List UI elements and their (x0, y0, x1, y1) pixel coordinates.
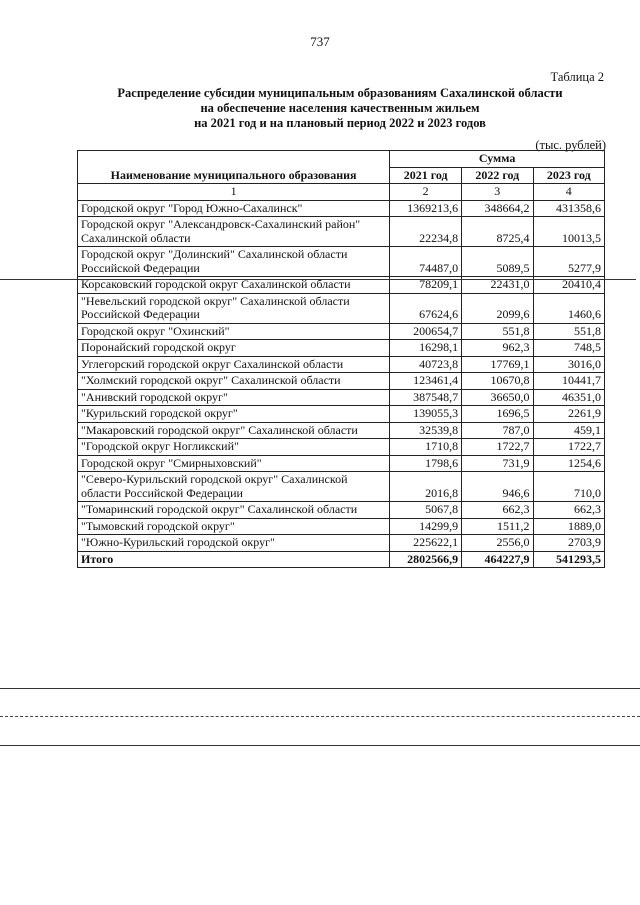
total-label: Итого (78, 551, 390, 568)
column-number-row (78, 184, 605, 201)
municipality-name: "Холмский городской округ" Сахалинской области (78, 373, 390, 390)
column-number: 1 (78, 184, 390, 201)
value-2023: 5277,9 (533, 247, 604, 277)
value-2022: 10670,8 (462, 373, 533, 390)
value-2022: 36650,0 (462, 389, 533, 406)
sum-column-header: Сумма (390, 151, 605, 168)
total-2022: 464227,9 (462, 551, 533, 568)
total-row (78, 551, 605, 568)
table-row (78, 502, 605, 519)
value-2021: 1710,8 (390, 439, 462, 456)
title-line: на 2021 год и на плановый период 2022 и 2023 годов (194, 116, 486, 130)
value-2022: 962,3 (462, 340, 533, 357)
value-2023: 2261,9 (533, 406, 604, 423)
table-row (78, 200, 605, 217)
divider-line (0, 745, 640, 746)
municipality-name: "Южно-Курильский городской округ" (78, 535, 390, 552)
value-2021: 32539,8 (390, 422, 462, 439)
value-2022: 348664,2 (462, 200, 533, 217)
municipality-name: "Макаровский городской округ" Сахалинской области (78, 422, 390, 439)
year-header-2022: 2022 год (462, 167, 533, 184)
value-2021: 14299,9 (390, 518, 462, 535)
value-2023: 3016,0 (533, 356, 604, 373)
municipality-name: Городской округ "Александровск-Сахалинский район" Сахалинской области (78, 217, 390, 247)
value-2021: 139055,3 (390, 406, 462, 423)
value-2022: 1511,2 (462, 518, 533, 535)
value-2022: 5089,5 (462, 247, 533, 277)
value-2022: 662,3 (462, 502, 533, 519)
units-label: (тыс. рублей) (535, 138, 606, 152)
column-number: 3 (462, 184, 533, 201)
municipality-name: Городской округ "Смирныховский" (78, 455, 390, 472)
value-2023: 1889,0 (533, 518, 604, 535)
name-column-header: Наименование муниципального образования (78, 151, 390, 184)
table-row (78, 406, 605, 423)
table-row (78, 373, 605, 390)
value-2023: 551,8 (533, 323, 604, 340)
value-2022: 787,0 (462, 422, 533, 439)
value-2021: 40723,8 (390, 356, 462, 373)
value-2022: 1696,5 (462, 406, 533, 423)
value-2023: 46351,0 (533, 389, 604, 406)
table-row (78, 535, 605, 552)
value-2021: 200654,7 (390, 323, 462, 340)
value-2021: 1369213,6 (390, 200, 462, 217)
title-line: Распределение субсидии муниципальным образованиям Сахалинской области (117, 86, 563, 100)
municipality-name: "Анивский городской округ" (78, 389, 390, 406)
value-2023: 662,3 (533, 502, 604, 519)
municipality-name: "Курильский городской округ" (78, 406, 390, 423)
table-row (78, 247, 605, 277)
value-2022: 17769,1 (462, 356, 533, 373)
value-2022: 551,8 (462, 323, 533, 340)
value-2023: 2703,9 (533, 535, 604, 552)
municipality-name: "Городской округ Ногликский" (78, 439, 390, 456)
value-2022: 2556,0 (462, 535, 533, 552)
divider-line (0, 716, 640, 717)
value-2023: 459,1 (533, 422, 604, 439)
municipality-name: Городской округ "Охинский" (78, 323, 390, 340)
table-row (78, 389, 605, 406)
value-2023: 20410,4 (533, 277, 604, 294)
year-header-2023: 2023 год (533, 167, 604, 184)
year-header-2021: 2021 год (390, 167, 462, 184)
scan-strike-line (0, 279, 636, 280)
value-2023: 1254,6 (533, 455, 604, 472)
value-2021: 2016,8 (390, 472, 462, 502)
value-2021: 22234,8 (390, 217, 462, 247)
value-2022: 8725,4 (462, 217, 533, 247)
title-line: на обеспечение населения качественным жильем (200, 101, 480, 115)
value-2021: 225622,1 (390, 535, 462, 552)
value-2021: 74487,0 (390, 247, 462, 277)
municipality-name: Городской округ "Долинский" Сахалинской области Российской Федерации (78, 247, 390, 277)
column-number: 4 (533, 184, 604, 201)
document-title (60, 86, 620, 131)
subsidy-table (77, 150, 605, 568)
value-2021: 78209,1 (390, 277, 462, 294)
municipality-name: "Томаринский городской округ" Сахалинской области (78, 502, 390, 519)
municipality-name: Городской округ "Город Южно-Сахалинск" (78, 200, 390, 217)
table-row (78, 439, 605, 456)
value-2021: 67624,6 (390, 293, 462, 323)
total-2023: 541293,5 (533, 551, 604, 568)
table-label: Таблица 2 (550, 70, 604, 84)
value-2021: 387548,7 (390, 389, 462, 406)
header-row (78, 151, 605, 168)
value-2023: 10013,5 (533, 217, 604, 247)
value-2022: 1722,7 (462, 439, 533, 456)
municipality-name: "Северо-Курильский городской округ" Сахалинской области Российской Федерации (78, 472, 390, 502)
value-2022: 2099,6 (462, 293, 533, 323)
table-body (78, 200, 605, 551)
table-row (78, 472, 605, 502)
table-row (78, 293, 605, 323)
municipality-name: Корсаковский городской округ Сахалинской области (78, 277, 390, 294)
value-2021: 123461,4 (390, 373, 462, 390)
value-2022: 22431,0 (462, 277, 533, 294)
page-number: 737 (310, 34, 330, 49)
column-number: 2 (390, 184, 462, 201)
table-row (78, 323, 605, 340)
total-2021: 2802566,9 (390, 551, 462, 568)
divider-line (0, 688, 640, 689)
value-2021: 1798,6 (390, 455, 462, 472)
municipality-name: Углегорский городской округ Сахалинской области (78, 356, 390, 373)
value-2021: 5067,8 (390, 502, 462, 519)
value-2022: 946,6 (462, 472, 533, 502)
value-2023: 1722,7 (533, 439, 604, 456)
value-2022: 731,9 (462, 455, 533, 472)
table-row (78, 217, 605, 247)
value-2023: 431358,6 (533, 200, 604, 217)
municipality-name: "Тымовский городской округ" (78, 518, 390, 535)
table-row (78, 518, 605, 535)
table-row (78, 422, 605, 439)
table-row (78, 340, 605, 357)
value-2023: 748,5 (533, 340, 604, 357)
municipality-name: Поронайский городской округ (78, 340, 390, 357)
value-2023: 1460,6 (533, 293, 604, 323)
value-2023: 710,0 (533, 472, 604, 502)
table-row (78, 455, 605, 472)
value-2023: 10441,7 (533, 373, 604, 390)
table-row (78, 356, 605, 373)
value-2021: 16298,1 (390, 340, 462, 357)
municipality-name: "Невельский городской округ" Сахалинской области Российской Федерации (78, 293, 390, 323)
